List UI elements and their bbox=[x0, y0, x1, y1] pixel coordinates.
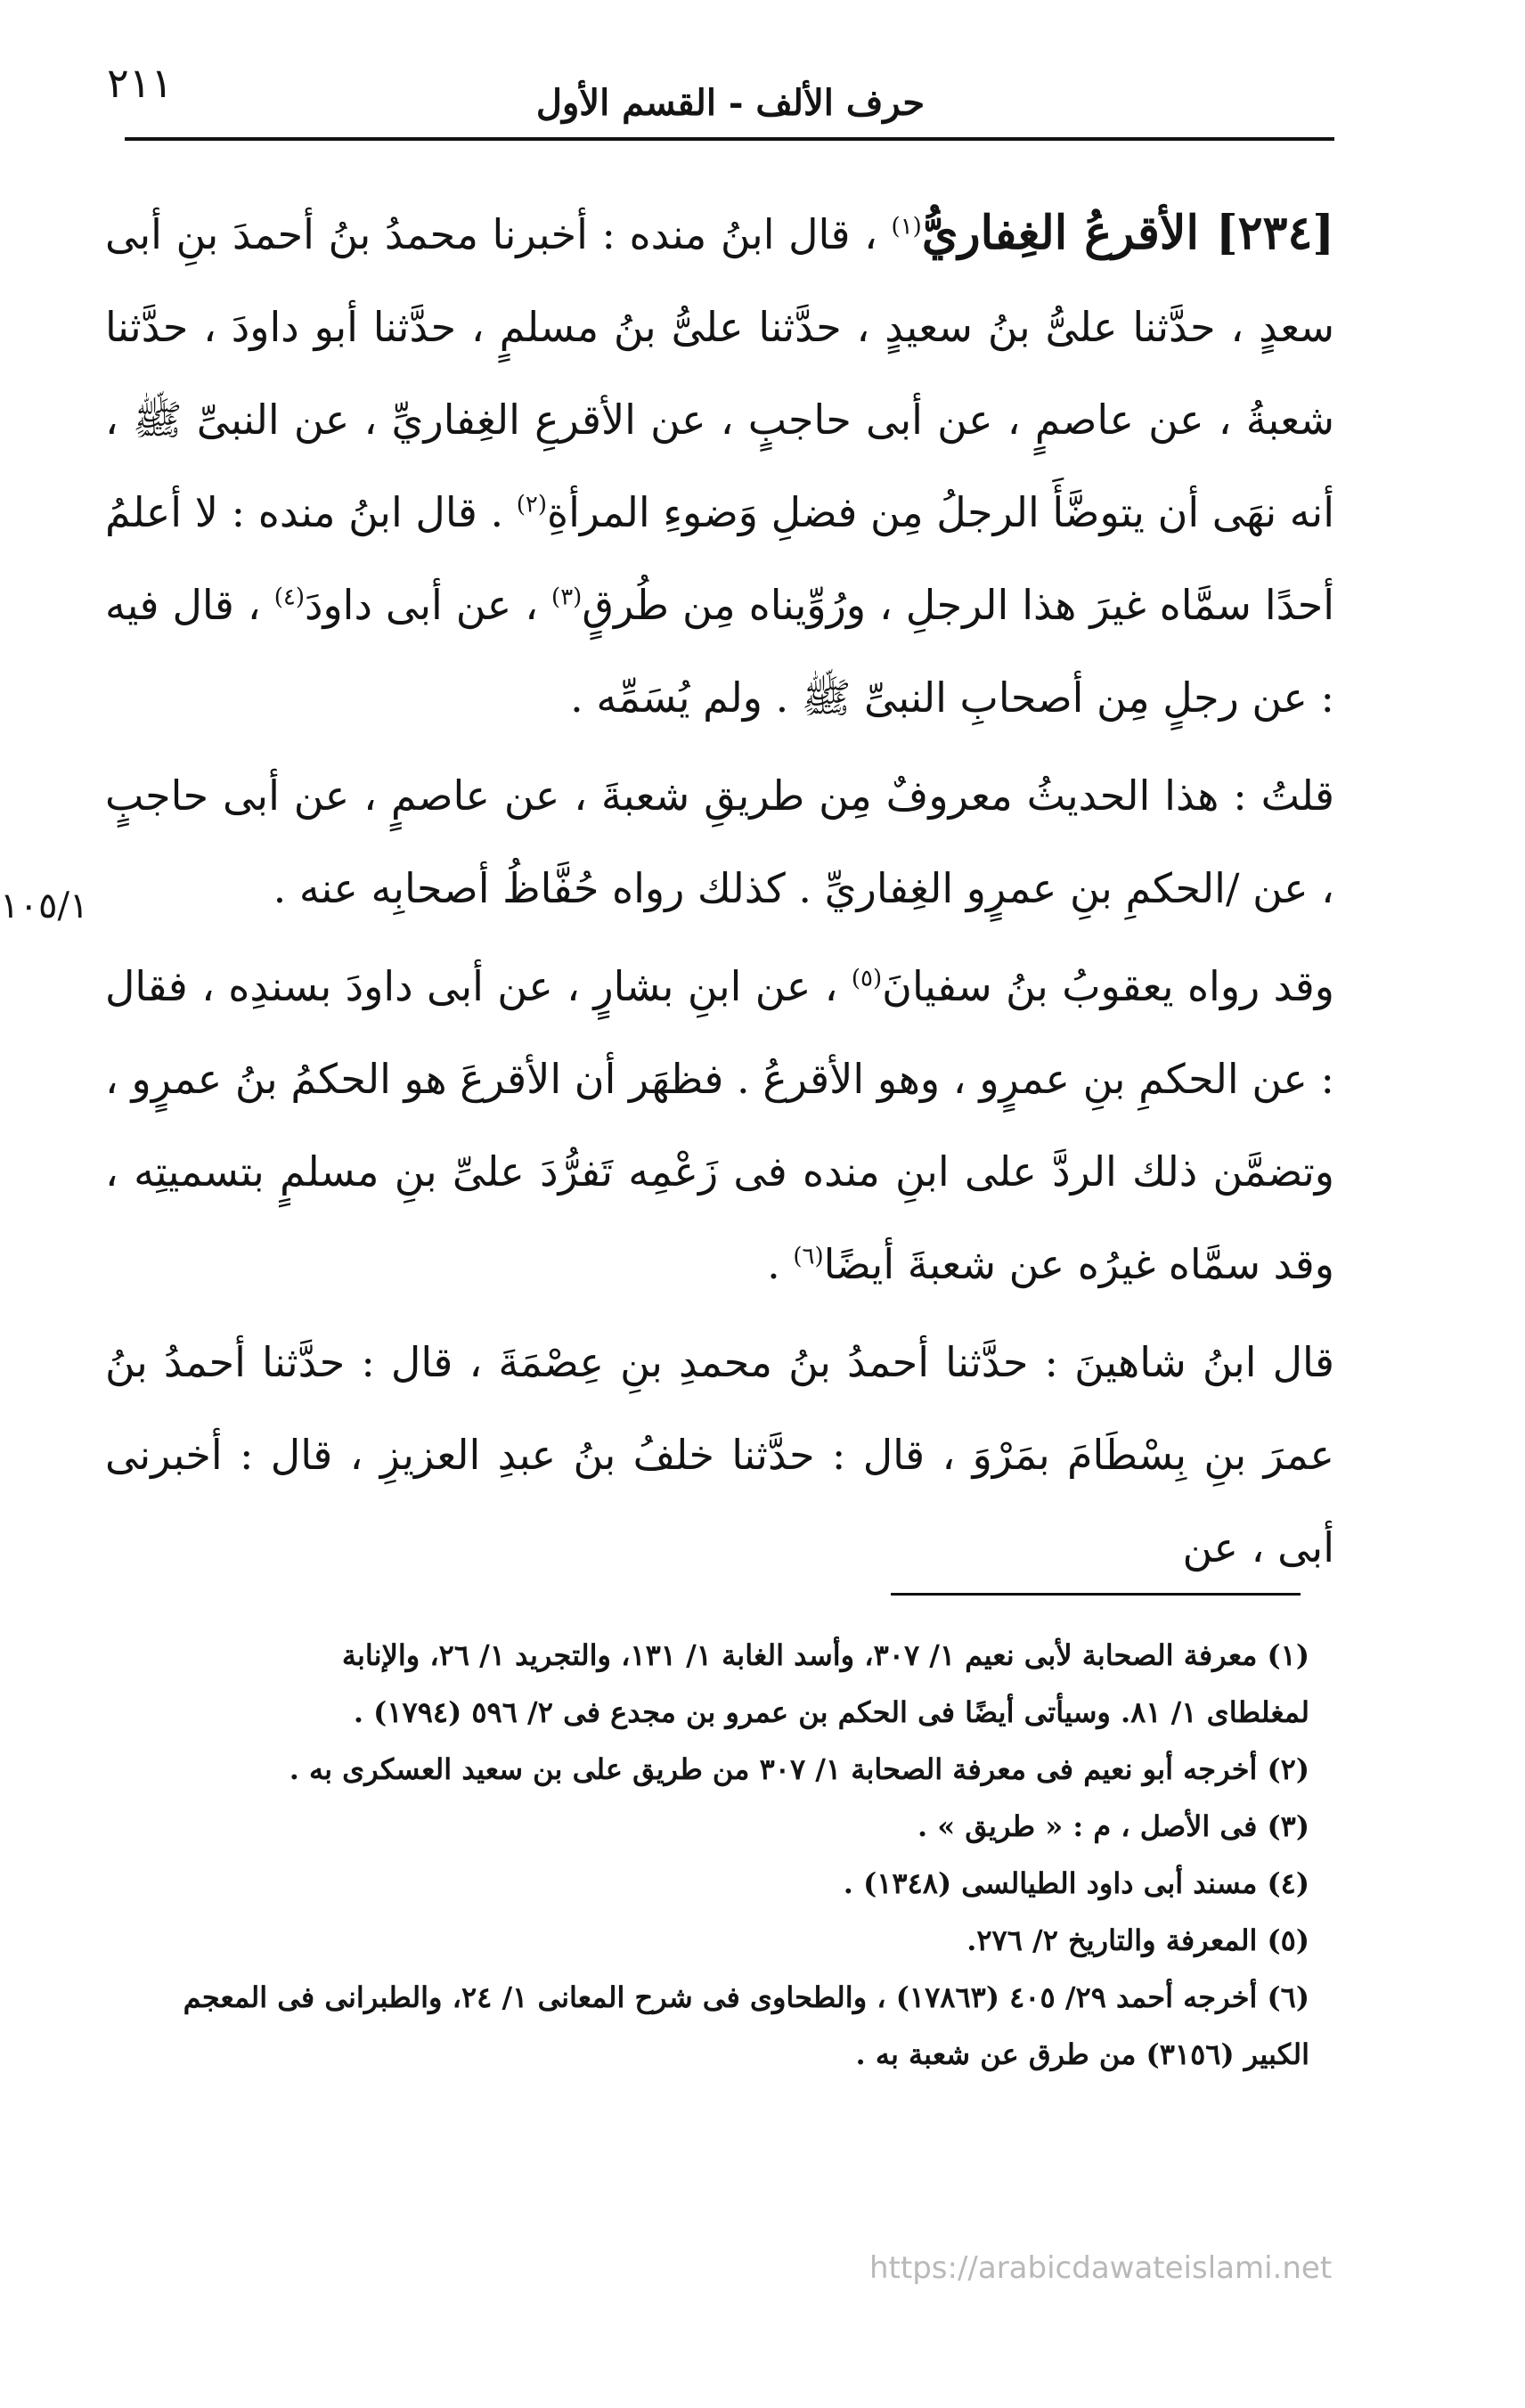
comment-paragraph: قلتُ : هذا الحديثُ معروفٌ مِن طريقِ شعبةَ ، عن عاصمٍ ، عن أبى حاجبٍ ، عن /الحكمِ بنِ عمرٍو الغِفاريِّ . كذلك رواه حُفَّاظُ أصحابِه عنه . bbox=[105, 771, 1334, 912]
footnote-line: (٥) المعرفة والتاريخ ٢/ ٢٧٦. bbox=[966, 1923, 1309, 1957]
footnotes bbox=[80, 1627, 1309, 2083]
chain-paragraph: قال ابنُ شاهينَ : حدَّثنا أحمدُ بنُ محمدِ بنِ عِصْمَةَ ، قال : حدَّثنا أحمدُ بنُ عمرَ بنِ بِسْطَامَ بمَرْوَ ، قال : حدَّثنا خلفُ بنُ عبدِ العزيزِ ، قال : أخبرنى أبى ، عن bbox=[105, 1338, 1334, 1571]
footnote-marker-3: (٣) bbox=[551, 584, 583, 611]
watermark-url: https://arabicdawateislami.net bbox=[869, 2250, 1333, 2286]
running-title: حرف الألف - القسم الأول bbox=[535, 82, 926, 124]
narration-text-part-1: وقد رواه يعقوبُ بنُ سفيانَ bbox=[882, 962, 1334, 1010]
footnote-marker-2: (٢) bbox=[516, 491, 548, 518]
entry-text-part-1: ، قال ابنُ منده : أخبرنا محمدُ بنُ أحمدَ بنِ أبى سعدٍ ، حدَّثنا علىُّ بنُ سعيدٍ ، حدَّثنا علىُّ بنُ مسلمٍ ، حدَّثنا أبو داودَ ، حدَّثنا شعبةُ ، عن عاصمٍ ، عن أبى حاجبٍ ، عن الأقرعِ الغِفاريِّ ، عن النبىِّ ﷺ ، أنه نهَى أن يتوضَّأَ الرجلُ مِن فضلِ وَضوءِ المرأةِ bbox=[105, 210, 1335, 536]
footnote-marker-4: (٤) bbox=[273, 584, 305, 611]
narration-text-part-3: . bbox=[767, 1240, 780, 1288]
footnote-marker-6: (٦) bbox=[793, 1243, 824, 1270]
footnote-line: (١) معرفة الصحابة لأبى نعيم ١/ ٣٠٧، وأسد الغابة ١/ ١٣١، والتجريد ١/ ٢٦، والإنابة bbox=[341, 1638, 1309, 1672]
footnote-line: (٣) فى الأصل ، م : « طريق » . bbox=[917, 1809, 1309, 1843]
entry-heading: [٢٣٤] الأقرعُ الغِفاريُّ bbox=[921, 206, 1335, 260]
footnote-marker-1: (١) bbox=[891, 213, 922, 241]
footnote-line: (٢) أخرجه أبو نعيم فى معرفة الصحابة ١/ ٣٠٧ من طريق على بن سعيد العسكرى به . bbox=[289, 1752, 1309, 1786]
footnote-line: (٦) أخرجه أحمد ٢٩/ ٤٠٥ (١٧٨٦٣) ، والطحاوى فى شرح المعانى ١/ ٢٤، والطبرانى فى المعجم bbox=[183, 1980, 1309, 2014]
header-rule bbox=[125, 137, 1334, 141]
footnote-rule bbox=[891, 1593, 1301, 1596]
narration-text-part-2: ، عن ابنِ بشارٍ ، عن أبى داودَ بسندِه ، فقال : عن الحكمِ بنِ عمرٍو ، وهو الأقرعُ . فظهَر أن الأقرعَ هو الحكمُ بنُ عمرٍو ، وتضمَّن ذلك الردَّ على ابنِ منده فى زَعْمِه تَفرُّدَ علىِّ بنِ مسلمٍ بتسميتِه ، وقد سمَّاه غيرُه عن شعبةَ أيضًا bbox=[105, 962, 1334, 1288]
margin-reference: ١٠٥/١ bbox=[0, 886, 89, 926]
footnote-line: الكبير (٣١٥٦) من طرق عن شعبة به . bbox=[855, 2037, 1309, 2071]
main-text bbox=[105, 187, 1334, 1594]
narration-paragraph bbox=[105, 940, 1334, 1310]
page-number: ٢١١ bbox=[107, 59, 174, 107]
entry-text-part-2: . قال ابنُ منده : لا أعلمُ أحدًا سمَّاه غيرَ هذا الرجلِ ، ورُوِّيناه مِن طُرقٍ bbox=[105, 488, 1334, 629]
entry-paragraph bbox=[105, 187, 1334, 744]
entry-text-part-3: ، عن أبى داودَ bbox=[304, 581, 539, 629]
footnote-line: (٤) مسند أبى داود الطيالسى (١٣٤٨) . bbox=[843, 1866, 1309, 1900]
footnote-line: لمغلطاى ١/ ٨١. وسيأتى أيضًا فى الحكم بن عمرو بن مجدع فى ٢/ ٥٩٦ (١٧٩٤) . bbox=[353, 1695, 1309, 1729]
footnote-marker-5: (٥) bbox=[851, 965, 883, 992]
entry-text-part-4: ، قال فيه : عن رجلٍ مِن أصحابِ النبىِّ ﷺ . ولم يُسَمِّه . bbox=[105, 581, 1334, 722]
